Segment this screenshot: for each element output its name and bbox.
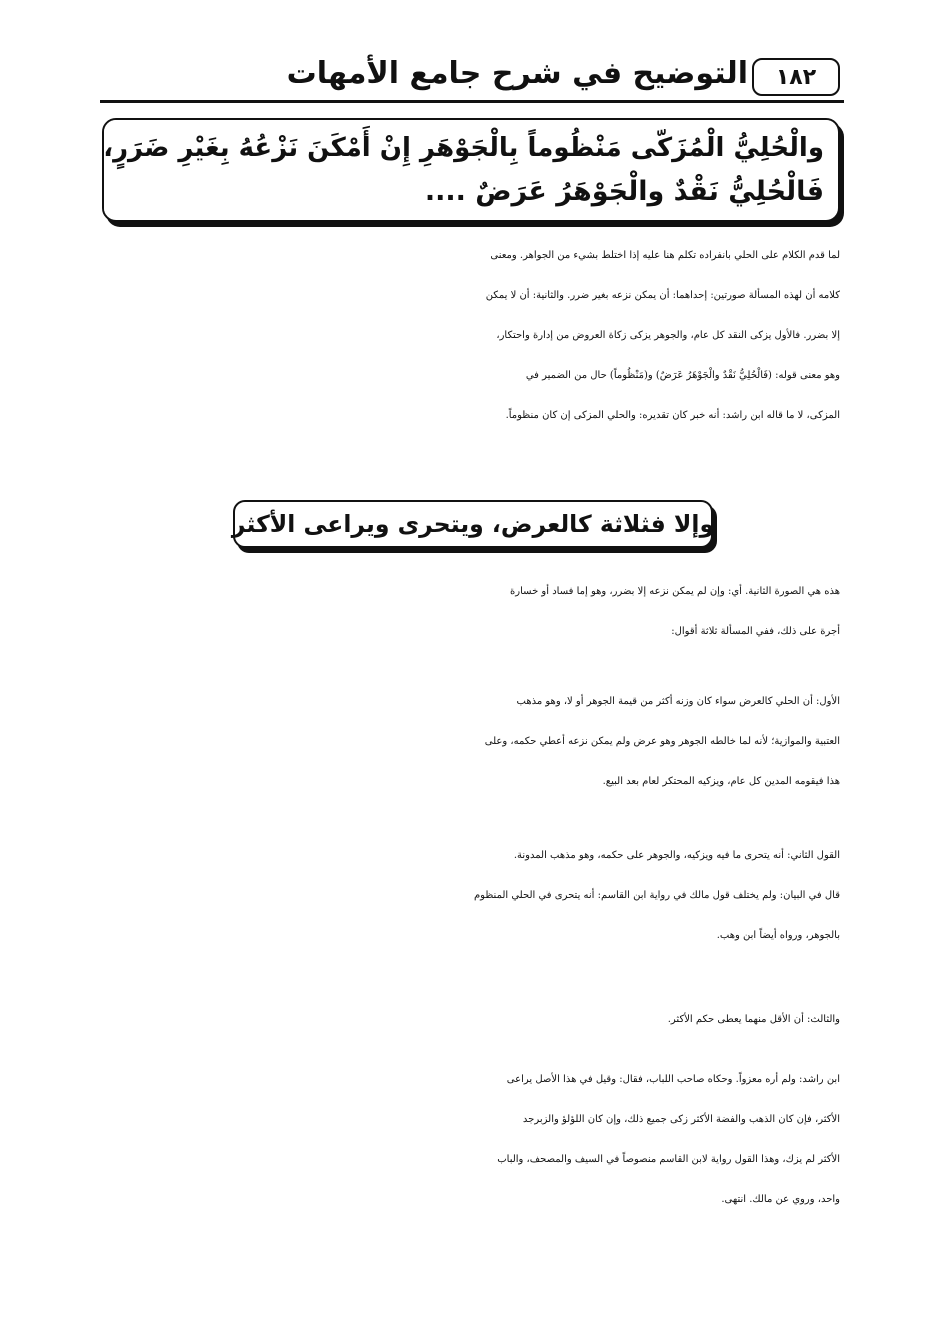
- commentary-paragraph: [104, 572, 840, 652]
- commentary-paragraph: [104, 1060, 840, 1220]
- text-line: الأكثر، فإن كان الذهب والفضة الأكثر زكى جميع ذلك، وإن كان اللؤلؤ والزبرجد: [522, 1114, 840, 1125]
- text-line: إلا بضرر. فالأول يزكى النقد كل عام، والجوهر يزكى زكاة العروض من إدارة واحتكار،: [496, 330, 840, 341]
- header-rule: [100, 100, 844, 103]
- matn-box: [102, 118, 840, 222]
- text-line: ابن راشد: ولم أره معزواً. وحكاه صاحب اللباب، فقال: وقيل في هذا الأصل يراعى: [506, 1074, 840, 1085]
- text-line: هذا فيقومه المدين كل عام، ويزكيه المحتكر لعام بعد البيع.: [602, 776, 840, 787]
- matn-box-2: [233, 500, 717, 552]
- running-title: التوضيح في شرح جامع الأمهات: [286, 56, 748, 91]
- text-line: واحد، وروي عن مالك. انتهى.: [721, 1194, 840, 1205]
- text-line: وهو معنى قوله: (فَالْحُلِيُّ نَقْدٌ والْجَوْهَرُ عَرَضٌ) و(مَنْظُوماً) حال من الضمير في: [525, 370, 840, 381]
- page-header: [100, 50, 844, 106]
- text-line: كلامه أن لهذه المسألة صورتين: إحداهما: أن يمكن نزعه بغير ضرر. والثانية: أن لا يمكن: [485, 290, 840, 301]
- text-line: قال في البيان: ولم يختلف قول مالك في رواية ابن القاسم: أنه يتحرى في الحلي المنظوم: [473, 890, 840, 901]
- matn-text-2: وإلا فثلاثة كالعرض، ويتحرى ويراعى الأكثر: [233, 500, 713, 548]
- text-line: هذه هي الصورة الثانية. أي: وإن لم يمكن نزعه إلا بضرر، وهو إما فساد أو خسارة: [510, 586, 840, 597]
- commentary-paragraph: [104, 682, 840, 802]
- text-line: والثالث: أن الأقل منهما يعطى حكم الأكثر.: [667, 1014, 840, 1025]
- text-line: الأول: أن الحلي كالعرض سواء كان وزنه أكثر من قيمة الجوهر أو لا، وهو مذهب: [516, 696, 840, 707]
- text-line: بالجوهر، ورواه أيضاً ابن وهب.: [716, 930, 840, 941]
- text-line: القول الثاني: أنه يتحرى ما فيه ويزكيه، والجوهر على حكمه، وهو مذهب المدونة.: [513, 850, 840, 861]
- commentary-paragraph: [104, 1000, 840, 1040]
- matn-line: فَالْحُلِيُّ نَقْدٌ والْجَوْهَرُ عَرَضٌ ....: [424, 176, 824, 207]
- text-line: الأكثر لم يزك، وهذا القول رواية لابن القاسم منصوصاً في السيف والمصحف، والباب: [497, 1154, 840, 1165]
- commentary-paragraph: [104, 836, 840, 956]
- text-line: لما قدم الكلام على الحلي بانفراده تكلم هنا عليه إذا اختلط بشيء من الجواهر. ومعنى: [490, 250, 840, 261]
- matn-line: والْحُلِيُّ الْمُزَكّى مَنْظُوماً بِالْجَوْهَرِ إِنْ أَمْكَنَ نَزْعُهُ بِغَيْرِ ضَرَرٍ،: [103, 133, 824, 163]
- text-line: أجرة على ذلك، ففي المسألة ثلاثة أقوال:: [671, 626, 840, 637]
- commentary-paragraph: [104, 236, 840, 436]
- matn-box-inner: [104, 120, 838, 220]
- page-number: ١٨٢: [752, 58, 840, 96]
- text-line: العتبية والموازية؛ لأنه لما خالطه الجوهر وهو عرض ولم يمكن نزعه أعطي حكمه، وعلى: [484, 736, 840, 747]
- text-line: المزكى، لا ما قاله ابن راشد: أنه خبر كان تقديره: والحلي المزكى إن كان منظوماً.: [505, 410, 840, 421]
